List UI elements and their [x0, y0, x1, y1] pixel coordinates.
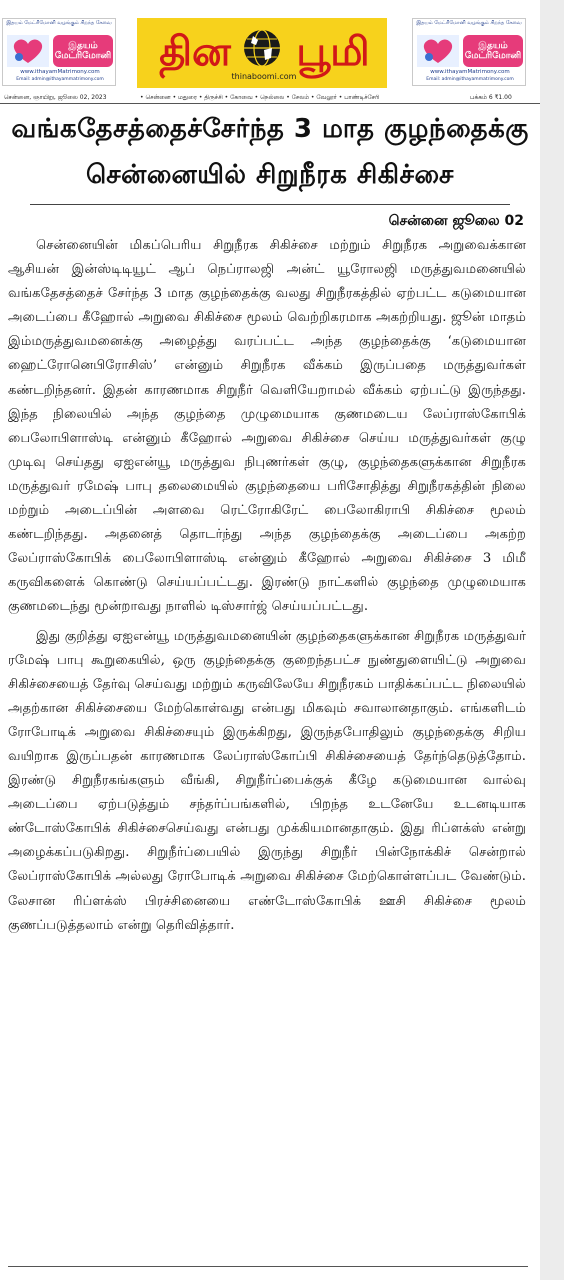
headline-divider [30, 204, 510, 205]
ad-tagline: இதயம் மேட்ரிமோனி வழங்கும் சிறந்த சேவை [6, 20, 112, 26]
headline-line-2: சென்னையில் சிறுநீரக சிகிச்சை [86, 160, 454, 190]
ad-url: www.ithayamMatrimony.com [20, 69, 100, 75]
logo-url: thinaboomi.com [231, 72, 297, 81]
article-paragraph: இது குறித்து ஏஐஎன்யூ மருத்துவமனையின் குழந்தைகளுக்கான சிறுநீரக மருத்துவர் ரமேஷ் பாபு கூறுகையில், ஒரு குழந்தைக்கு குறைந்தபட்ச நுண்துளையிட்டு அறுவை சிகிச்சையைத் தேர்வு செய்வது மற்றும் கருவிலேயே சிறுநீரகம் பாதிக்கப்பட்ட நிலையில் அதற்கான சிகிச்சையை மேற்கொள்வது என்பது மிகவும் சவாலானதாகும். எங்களிடம் ரோபோடிக் அறுவை சிகிச்சையும் இருக்கிறது, இருந்தபோதிலும் குழந்தைக்கு சிறிய வயிறாக இருப்பதன் காரணமாக லேப்ராஸ்கோப்பி சிகிச்சையைத் தேர்ந்தெடுத்தோம். இரண்டு சிறுநீரகங்களும் வீங்கி, சிறுநீர்ப்பைக்குக் கீழே கடுமையான வால்வு அடைப்பை ஏற்படுத்தும் சந்தர்ப்பங்களில், பிறந்த உடனேயே உடனடியாக ண்டோஸ்கோபிக் சிகிச்சைசெய்வது என்பது முக்கியமானதாகும். இது ரிப்ளக்ஸ் என்று அழைக்கப்படுகிறது. சிறுநீர்ப்பையில் இருந்து சிறுநீர் பின்நோக்கிச் சென்றால் லேப்ராஸ்கோபிக் அல்லது ரோபோடிக் அறுவை சிகிச்சை மேற்கொள்ளப்பட வேண்டும். லேசான ரிப்ளக்ஸ் பிரச்சினையை எண்டோஸ்கோபிக் ஊசி சிகிச்சை மூலம் குணப்படுத்தலாம் என்று தெரிவித்தார். [8, 628, 526, 933]
bottom-divider [8, 1266, 528, 1267]
ad-brand: இதயம் மேட்ரிமோனி [53, 35, 113, 67]
logo-text-left: தின [159, 28, 231, 75]
ad-url: www.ithayamMatrimony.com [430, 69, 510, 75]
article-paragraph: சென்னையின் மிகப்பெரிய சிறுநீரக சிகிச்சை மற்றும் சிறுநீரக அறுவைக்கான ஆசியன் இன்ஸ்டிடியூட் ஆப் நெப்ராலஜி அன்ட் யூரோலஜி மருத்துவமனையில் வங்கதேசத்தைச் சேர்ந்த 3 மாத குழந்தைக்கு வலது சிறுநீரகத்தில் ஏற்பட்ட கடுமையான அடைப்பை கீஹோல் அறுவை சிகிச்சை மூலம் வெற்றிகரமாக அகற்றியது. ஜூன் மாதம் இம்மருத்துவமனைக்கு அழைத்து வரப்பட்ட அந்த குழந்தைக்கு ‘கடுமையான ஹைட்ரோனெபிரோசிஸ்’ என்னும் சிறுநீரக வீக்கம் இருப்பதை மருத்துவர்கள் கண்டறிந்தனர். இதன் காரணமாக சிறுநீர் வெளியேறாமல் வீக்கம் ஏற்பட்டு இருந்தது. இந்த நிலையில் அந்த குழந்தை முழுமையாக குணமடைய லேப்ராஸ்கோபிக் பைலோபிளாஸ்டி என்னும் கீஹோல் அறுவை சிகிச்சை செய்ய மருத்துவர்கள் குழு முடிவு செய்தது ஏஐஎன்யூ மருத்துவ நிபுணர்கள் குழு, குழந்தைகளுக்கான சிறுநீரக மருத்துவர் ரமேஷ் பாபு தலைமையில் குழந்தையை பரிசோதித்து சிறுநீரகத்தின் நிலை மற்றும் அடைப்பின் அளவை ரெட்ரோகிரேட் பைலோகிராபி சிகிச்சை மூலம் கண்டறிந்தது. அதனைத் தொடர்ந்து அந்த குழந்தைக்கு அடைப்பை அகற்ற லேப்ராஸ்கோபிக் பைலோபிளாஸ்டி என்னும் கீஹோல் அறுவை சிகிச்சை 3 மிமீ கருவிகளைக் கொண்டு செய்யப்பட்டது. இரண்டு நாட்களில் குழந்தை முழுமையாக குணமடைந்து மூன்றாவது நாளில் டிஸ்சார்ஜ் செய்யப்பட்டது. [8, 238, 526, 615]
issue-date: சென்னை, ஞாயிறு, ஜூலை 02, 2023 [4, 94, 107, 101]
logo-text-right: பூமி [296, 28, 370, 75]
globe-icon [242, 28, 282, 68]
dateline-byline: சென்னை ஜூலை 02 [388, 213, 524, 229]
article-body [8, 234, 526, 938]
ad-email: Email: admin@ithayammatrimony.com [426, 77, 514, 82]
headline-line-1: வங்கதேசத்தைச்சேர்ந்த 3 மாத குழந்தைக்கு [11, 114, 529, 144]
viewer-margin [540, 0, 564, 1280]
ad-brand: இதயம் மேட்ரிமோனி [463, 35, 523, 67]
page-price: பக்கம் 6 ₹1.00 [470, 94, 512, 101]
dateline-bar [0, 92, 540, 104]
masthead [0, 12, 540, 90]
newspaper-logo[interactable] [137, 18, 387, 88]
matrimony-ad-right[interactable] [412, 18, 526, 86]
heart-logo-icon [417, 35, 459, 67]
ad-tagline: இதயம் மேட்ரிமோனி வழங்கும் சிறந்த சேவை [416, 20, 522, 26]
heart-logo-icon [7, 35, 49, 67]
ad-email: Email: admin@ithayammatrimony.com [16, 77, 104, 82]
edition-list: • சென்னை • மதுரை • திருச்சி • கோவை • நெல்லை • சேலம் • வேலூர் • பாண்டிச்சேரி [140, 94, 380, 101]
article-headline [0, 106, 540, 198]
matrimony-ad-left[interactable] [2, 18, 116, 86]
